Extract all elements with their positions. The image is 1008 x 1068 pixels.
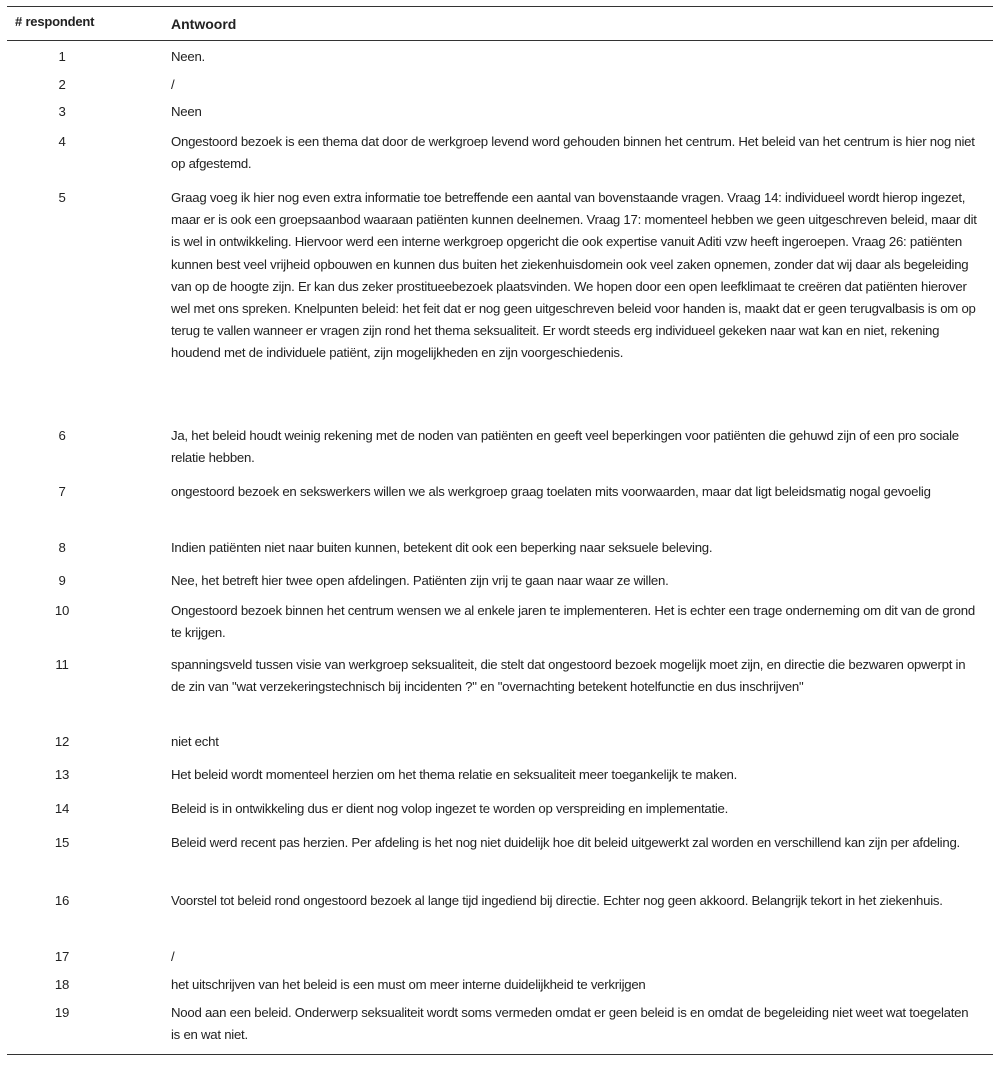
respondent-number: 3 — [58, 104, 66, 119]
respondent-number: 15 — [54, 835, 70, 850]
answer-text: Neen. — [171, 49, 205, 64]
respondent-number: 4 — [58, 134, 66, 149]
answer-text: niet echt — [171, 734, 219, 749]
respondent-number: 16 — [54, 893, 70, 908]
respondent-number: 14 — [54, 801, 70, 816]
respondent-number: 7 — [58, 484, 66, 499]
answer-text: het uitschrijven van het beleid is een must om meer interne duidelijkheid te verkrijgen — [171, 977, 646, 992]
respondent-number: 1 — [58, 49, 66, 64]
respondent-number: 9 — [58, 573, 66, 588]
answer-text: Neen — [171, 104, 202, 119]
answer-text: spanningsveld tussen visie van werkgroep seksualiteit, die stelt dat ongestoord bezoek mogelijk moet zijn, en directie die bezwaren opwerpt in de zin van "wat verzekeringstechnisch bij incidenten ?" en "overnachting betekent hotelfunctie en dus inschrijven" — [171, 657, 966, 695]
respondent-number: 6 — [58, 428, 66, 443]
respondent-number: 12 — [54, 734, 70, 749]
respondent-number: 11 — [55, 657, 69, 672]
respondent-number: 5 — [58, 190, 66, 205]
respondent-number: 2 — [58, 77, 66, 92]
respondent-number: 18 — [54, 977, 70, 992]
answer-text: Beleid is in ontwikkeling dus er dient nog volop ingezet te worden op verspreiding en implementatie. — [171, 801, 729, 816]
answer-text: / — [171, 77, 175, 92]
answer-text: Beleid werd recent pas herzien. Per afdeling is het nog niet duidelijk hoe dit beleid uitgewerkt zal worden en verschillend kan zijn per afdeling. — [171, 835, 960, 850]
answer-text: Het beleid wordt momenteel herzien om het thema relatie en seksualiteit meer toegankelijk te maken. — [171, 767, 738, 782]
answer-text: / — [171, 949, 175, 964]
answer-text: Voorstel tot beleid rond ongestoord bezoek al lange tijd ingediend bij directie. Echter nog geen akkoord. Belangrijk tekort in het ziekenhuis. — [171, 893, 943, 908]
respondent-number: 8 — [58, 540, 66, 555]
answer-text: Nood aan een beleid. Onderwerp seksualiteit wordt soms vermeden omdat er geen beleid is en omdat de begeleiding niet weet wat toegelaten is en wat niet. — [171, 1005, 969, 1043]
respondent-number: 13 — [54, 767, 70, 782]
answer-text: Ongestoord bezoek binnen het centrum wensen we al enkele jaren te implementeren. Het is echter een trage onderneming om dit van de grond te krijgen. — [171, 603, 975, 641]
respondent-number: 10 — [54, 603, 70, 618]
answer-text: Indien patiënten niet naar buiten kunnen, betekent dit ook een beperking naar seksuele beleving. — [171, 540, 713, 555]
answer-text: ongestoord bezoek en sekswerkers willen we als werkgroep graag toelaten mits voorwaarden, maar dat ligt beleidsmatig nogal gevoelig — [171, 484, 931, 499]
respondent-number: 19 — [54, 1005, 70, 1020]
answer-text: Nee, het betreft hier twee open afdelingen. Patiënten zijn vrij te gaan naar waar ze willen. — [171, 573, 669, 588]
answer-text: Ongestoord bezoek is een thema dat door de werkgroep levend word gehouden binnen het centrum. Het beleid van het centrum is hier nog niet op afgestemd. — [171, 134, 975, 172]
answer-text: Graag voeg ik hier nog even extra informatie toe betreffende een aantal van bovenstaande vragen. Vraag 14: individueel wordt hierop ingezet, maar er is ook een groepsaanbod waaraan patiënten kunnen deelnemen. Vraag 17: momenteel hebben we geen uitgeschreven beleid, maar dit is wel in ontwikkeling. Hiervoor werd een interne werkgroep opgericht die ook expertise vanuit Aditi vzw heeft ingeroepen. Vraag 26: patiënten kunnen best veel vrijheid opbouwen en kunnen dus buiten het ziekenhuisdomein ook veel zaken opnemen, zonder dat wij daar als begeleiding van op de hoogte zijn. Er kan dus zeker prostitueebezoek plaatsvinden. We hopen door een open leefklimaat te creëren dat patiënten hierover wel met ons spreken. Knelpunten beleid: het feit dat er nog geen uitgeschreven beleid voor handen is, maakt dat er geen terugvalbasis is om op terug te vallen wanneer er vragen zijn rond het thema seksualiteit. Er wordt steeds erg individueel gekeken naar wat kan en niet, rekening houdend met de individuele patiënt, zijn mogelijkheden en zijn voorgeschiedenis. — [171, 190, 977, 361]
header-respondent: # respondent — [15, 14, 95, 29]
table-header — [7, 7, 993, 41]
respondent-number: 17 — [54, 949, 70, 964]
header-answer: Antwoord — [171, 16, 237, 32]
answer-text: Ja, het beleid houdt weinig rekening met de noden van patiënten en geeft veel beperkingen voor patiënten die gehuwd zijn of een pro sociale relatie hebben. — [171, 428, 959, 466]
responses-table — [7, 6, 993, 1055]
